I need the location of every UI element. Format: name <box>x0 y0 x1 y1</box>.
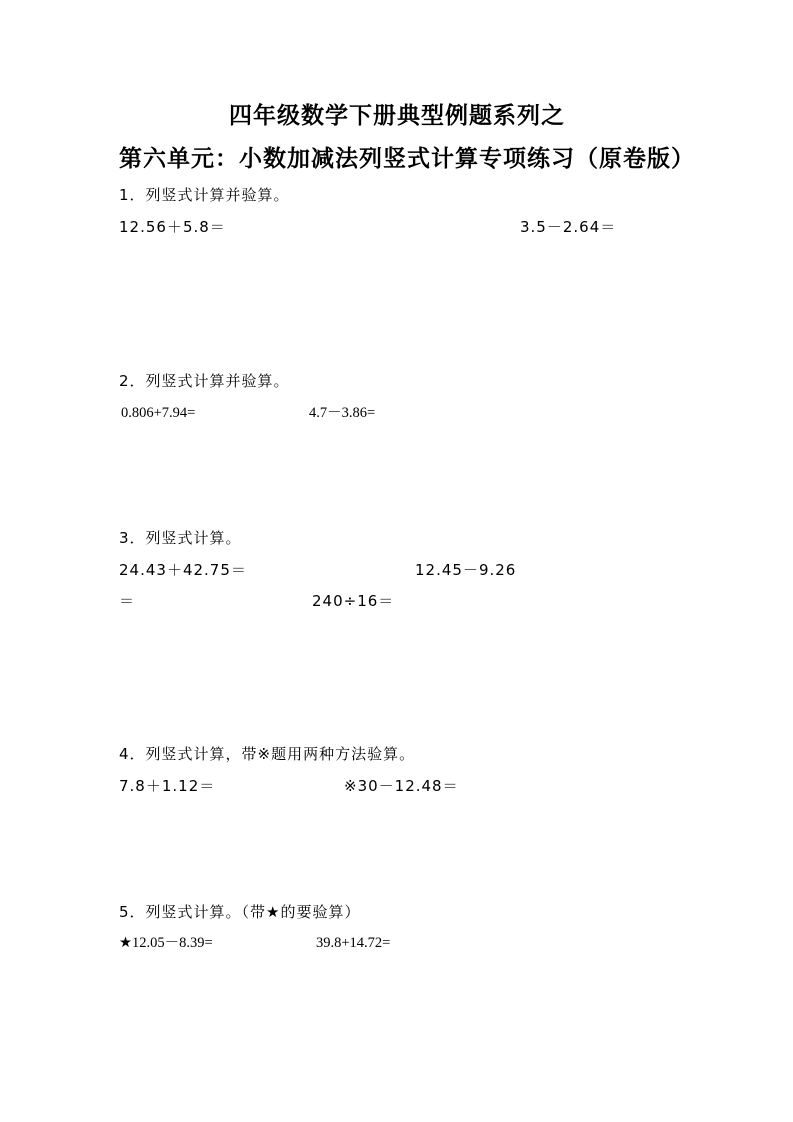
question-1-item-2: 3.5－2.64＝ <box>520 218 617 236</box>
question-3-item-2-continued: ＝ <box>119 592 136 610</box>
page-title-line1: 四年级数学下册典型例题系列之 <box>229 103 565 129</box>
question-3-heading: 3．列竖式计算。 <box>119 529 242 547</box>
question-1-item-1: 12.56＋5.8＝ <box>119 218 226 236</box>
page-title-line2: 第六单元：小数加减法列竖式计算专项练习（原卷版） <box>119 146 695 172</box>
question-1-heading: 1．列竖式计算并验算。 <box>119 186 290 204</box>
question-2-heading: 2．列竖式计算并验算。 <box>119 372 290 390</box>
question-5-heading: 5．列竖式计算。（带★的要验算） <box>119 903 361 921</box>
question-4-item-1: 7.8＋1.12＝ <box>119 777 216 795</box>
question-2-item-1: 0.806+7.94= <box>121 405 196 421</box>
question-5-item-1: ★12.05－8.39= <box>119 935 213 951</box>
question-4-heading: 4．列竖式计算，带※题用两种方法验算。 <box>119 745 416 763</box>
question-5-item-2: 39.8+14.72= <box>316 935 391 951</box>
question-4-item-2: ※30－12.48＝ <box>344 777 459 795</box>
question-3-item-2: 12.45－9.26 <box>415 561 517 579</box>
question-3-item-1: 24.43＋42.75＝ <box>119 561 247 579</box>
question-3-item-3: 240÷16＝ <box>312 592 395 610</box>
question-2-item-2: 4.7－3.86= <box>309 405 376 421</box>
